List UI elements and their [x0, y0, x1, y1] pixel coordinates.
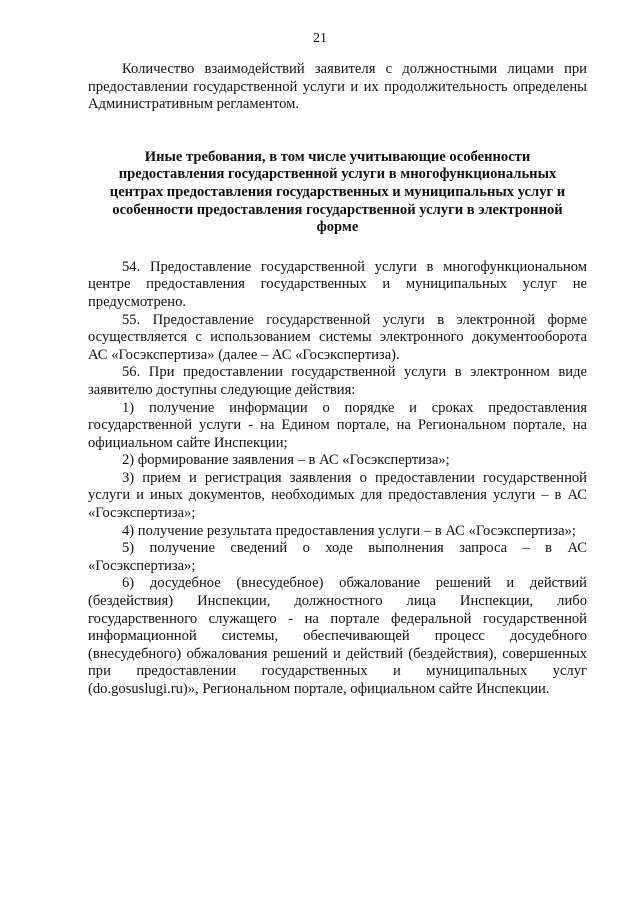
page-number: 21 — [313, 31, 327, 46]
heading-line: предоставления государственной услуги в многофункциональных — [118, 166, 557, 183]
list-item-6: 6) досудебное (внесудебное) обжалование решений и действий (бездействия) Инспекции, должностного лица Инспекции, либо государственного служащего - на портале федеральной государственной информационной системы, обеспечивающей процесс досудебного (внесудебного) обжалования решений и действий (бездействия), совершенных при предоставлении государственных и муниципальных услуг (do.gosuslugi.ru)», Региональном портале, официальном сайте Инспекции. — [88, 575, 587, 697]
list-item-2: 2) формирование заявления – в АС «Госэкспертиза»; — [122, 452, 450, 469]
list-item-3: 3) прием и регистрация заявления о предоставлении государственной услуги и иных документов, необходимых для предоставления услуги – в АС «Госэкспертиза»; — [88, 469, 587, 522]
heading-line: особенности предоставления государственной услуги в электронной — [112, 201, 563, 218]
paragraph-56: 56. При предоставлении государственной услуги в электронном виде заявителю доступны следующие действия: — [88, 364, 587, 398]
intro-paragraph: Количество взаимодействий заявителя с должностными лицами при предоставлении государственной услуги и их продолжительность определены Административным регламентом. — [88, 61, 587, 113]
list-item-4: 4) получение результата предоставления услуги – в АС «Госэкспертиза»; — [122, 522, 576, 539]
heading-line: форме — [316, 219, 359, 236]
paragraph-55: 55. Предоставление государственной услуги в электронной форме осуществляется с использованием системы электронного документооборота АС «Госэкспертиза» (далее – АС «Госэкспертиза). — [88, 311, 587, 363]
list-item-1: 1) получение информации о порядке и сроках предоставления государственной услуги - на Едином портале, на Региональном портале, на официальном сайте Инспекции; — [88, 399, 587, 451]
document-body — [88, 61, 587, 699]
list-item-5: 5) получение сведений о ходе выполнения запроса – в АС «Госэкспертиза»; — [88, 540, 587, 574]
paragraph-54: 54. Предоставление государственной услуги в многофункциональном центре предоставления государственных и муниципальных услуг не предусмотрено. — [88, 258, 587, 310]
heading-line: центрах предоставления государственных и муниципальных услуг и — [109, 183, 566, 200]
section-heading — [88, 149, 587, 237]
heading-line: Иные требования, в том числе учитывающие особенности — [144, 148, 531, 165]
